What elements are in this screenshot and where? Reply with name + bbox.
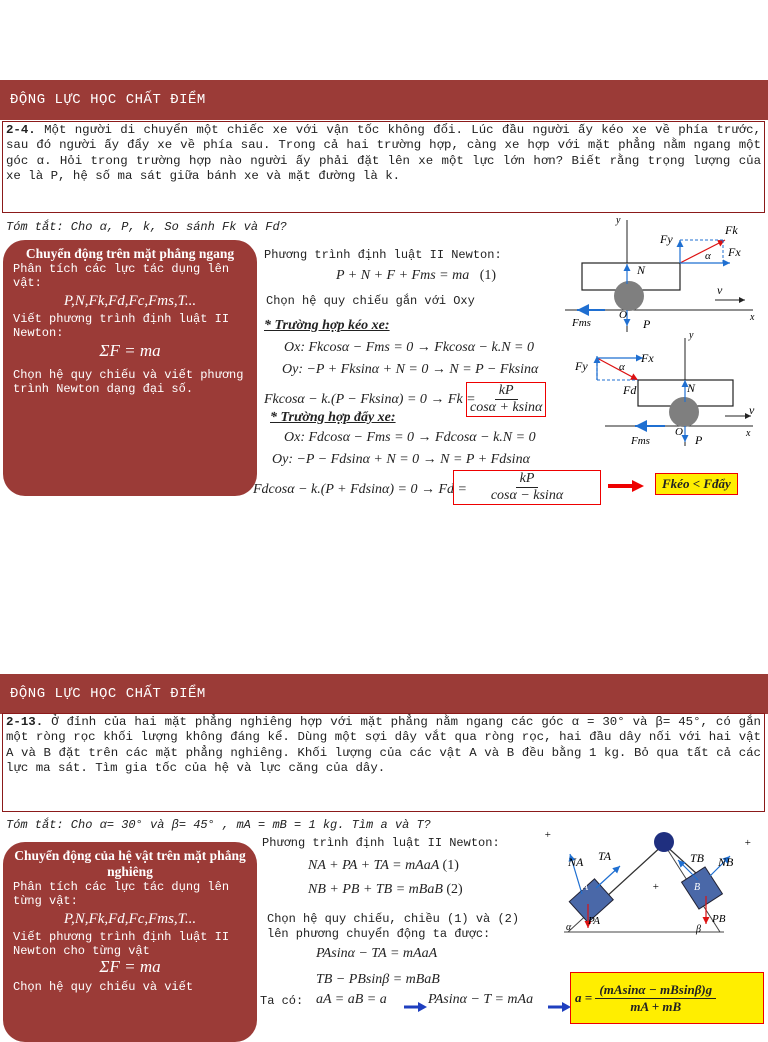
frame-label-2: Chọn hệ quy chiếu, chiều (1) và (2) lên phương chuyển động ta được: [267,912,520,941]
push-ox-equation: Ox: Fdcosα − Fms = 0 → Fdcosα − k.N = 0 [284,430,536,445]
case-push-heading: * Trường hợp đẩy xe: [270,410,396,425]
problem-text: Ở đỉnh của hai mặt phẳng nghiêng hợp với mặt phẳng nằm ngang các góc α = 30° và β= 45°, có gắn một ròng rọc khối lượng không đáng kể. Dùng một sợi dây vắt qua ròng rọc, hai đầu dây nối với hai vật A và B đặt trên các mặt phẳng nghiêng. Khối lượng của các vật A và B đều bằng 1 kg. Bỏ qua tất cả các lực ma sát. Tìm gia tốc của hệ và lực căng của dây. [6,715,761,775]
pull-result-box: $\frac{kP}{\cos\alpha + ksin\alpha}$ [466,382,546,417]
svg-text:O: O [675,426,683,438]
svg-text:P: P [695,433,703,447]
method-card-1 [3,240,257,496]
svg-text:Fms: Fms [572,317,591,329]
svg-text:PA: PA [588,915,601,927]
equation-2: NB + PB + TB = mBaB (2) [308,882,463,897]
method-card-2 [3,842,257,1042]
problem-text: Một người di chuyển một chiếc xe với vận tốc không đổi. Lúc đầu người ấy kéo xe về phía trước, sau đó người ấy đẩy xe về phía sau. Trong cả hai trường hợp, càng xe hợp với mặt phẳng nằm ngang một góc α. Hỏi trong trường hợp nào người ấy phải đặt lên xe một lực lớn hơn? Biết rằng trọng lượng của xe là P, hệ số ma sát giữa bánh xe và mặt đường là k. [6,123,761,183]
projection-1: PAsinα − TA = mAaA [316,946,438,961]
svg-text:Fms: Fms [631,435,650,447]
svg-text:TB: TB [690,851,705,865]
svg-text:NA: NA [568,855,584,869]
section2-banner: ĐỘNG LỰC HỌC CHẤT ĐIỂM [0,674,768,714]
svg-text:x: x [750,312,755,323]
arrow-icon [546,1000,572,1014]
pulley-icon [654,832,674,852]
svg-text:v: v [717,283,723,297]
svg-text:N: N [637,263,646,277]
substituted-equation: PAsinα − T = mAa [428,992,534,1007]
method-step-3: Chọn hệ quy chiếu và viết phương trình Newton dạng đại số. [13,368,244,396]
newton-label-2: Phương trình định luật II Newton: [262,836,500,850]
push-result-box: $\frac{kP}{\cos\alpha - ksin\alpha}$ [453,470,601,505]
summary-1: Tóm tắt: Cho α, P, k, So sánh Fk và Fd? [6,220,287,234]
cart-wheel [614,281,644,311]
frame-label-1: Chọn hệ quy chiếu gắn với Oxy [266,294,475,308]
problem-number: 2-4. [6,123,36,137]
svg-text:α: α [619,361,625,373]
push-force-diagram [565,328,765,450]
svg-text:+: + [544,829,552,841]
newton-label-1: Phương trình định luật II Newton: [264,248,502,262]
pull-force-diagram [565,214,765,336]
method-step-1: Phân tích các lực tác dụng lên vật: [13,262,230,290]
equation-1: NA + PA + TA = mAaA (1) [308,858,459,873]
section1-banner: ĐỘNG LỰC HỌC CHẤT ĐIỂM [0,80,768,120]
conclusion-box: Fkéo < Fđẩy [655,473,738,495]
push-result-equation: Fdcosα − k.(P + Fdsinα) = 0 → Fd = [253,482,467,497]
svg-text:v: v [749,403,755,417]
svg-text:Fy: Fy [575,359,588,373]
case-pull-heading: * Trường hợp kéo xe: [264,318,390,333]
svg-text:Fy: Fy [660,232,673,246]
method-step-2: Viết phương trình định luật II Newton: [13,312,230,340]
svg-text:y: y [616,215,621,226]
svg-text:α: α [705,250,711,262]
forces-list: P,N,Fk,Fd,Fc,Fms,T... [63,293,197,309]
svg-text:NB: NB [718,855,734,869]
method-title: Chuyển động trên mặt phẳng ngang [25,246,235,261]
svg-text:A: A [582,882,589,893]
svg-text:+: + [744,837,752,849]
svg-text:+: + [652,881,660,893]
svg-text:Fk: Fk [725,223,738,237]
method-step-3: Chọn hệ quy chiếu và viết [13,980,194,994]
svg-text:Fx: Fx [728,245,741,259]
push-oy-equation: Oy: −P − Fdsinα + N = 0 → N = P + Fdsinα [272,452,530,467]
newton-equation-1: P + N + F + Fms = ma (1) [336,268,497,283]
svg-text:TA: TA [598,849,612,863]
conclusion-arrow-icon [606,478,646,494]
forces-list: P,N,Fk,Fd,Fc,Fms,T... [63,911,197,927]
arrow-icon [402,1000,428,1014]
svg-text:N: N [687,381,696,395]
svg-text:P: P [643,317,651,331]
newton-sum: ΣF = ma [99,341,161,360]
taco-label: Ta có: [260,994,304,1008]
problem-statement-1 [2,121,765,213]
newton-sum: ΣF = ma [99,957,161,976]
incline-diagram [540,828,765,940]
method-title: Chuyển động của hệ vật trên mặt phẳng nghiêng [14,848,246,879]
pull-result-equation: Fkcosα − k.(P − Fksinα) = 0 → Fk = [264,392,476,407]
projection-2: TB − PBsinβ = mBaB [316,972,440,987]
method-step-1: Phân tích các lực tác dụng lên từng vật: [13,880,230,908]
pull-ox-equation: Ox: Fkcosα − Fms = 0 → Fkcosα − k.N = 0 [284,340,534,355]
svg-text:O: O [619,309,627,321]
summary-2: Tóm tắt: Cho α= 30° và β= 45° , mA = mB = 1 kg. Tìm a và T? [6,818,431,832]
svg-text:y: y [689,330,694,341]
svg-text:x: x [746,428,751,439]
svg-text:α: α [566,922,572,933]
pull-oy-equation: Oy: −P + Fksinα + N = 0 → N = P − Fksinα [282,362,539,377]
svg-text:β: β [696,924,701,935]
problem-number: 2-13. [6,715,44,729]
svg-text:B: B [694,882,701,893]
method-step-2: Viết phương trình định luật II Newton cho từng vật [13,930,230,958]
svg-text:Fd: Fd [623,383,637,397]
problem-statement-2 [2,713,765,812]
fk-arrow [680,240,725,263]
acceleration-result-box: a = $\frac{(mAsin\alpha - mBsin\beta)g}{mA + mB}$ [570,972,764,1024]
svg-text:PB: PB [712,913,726,925]
acceleration-equality: aA = aB = a [316,992,387,1007]
svg-text:Fx: Fx [641,351,654,365]
